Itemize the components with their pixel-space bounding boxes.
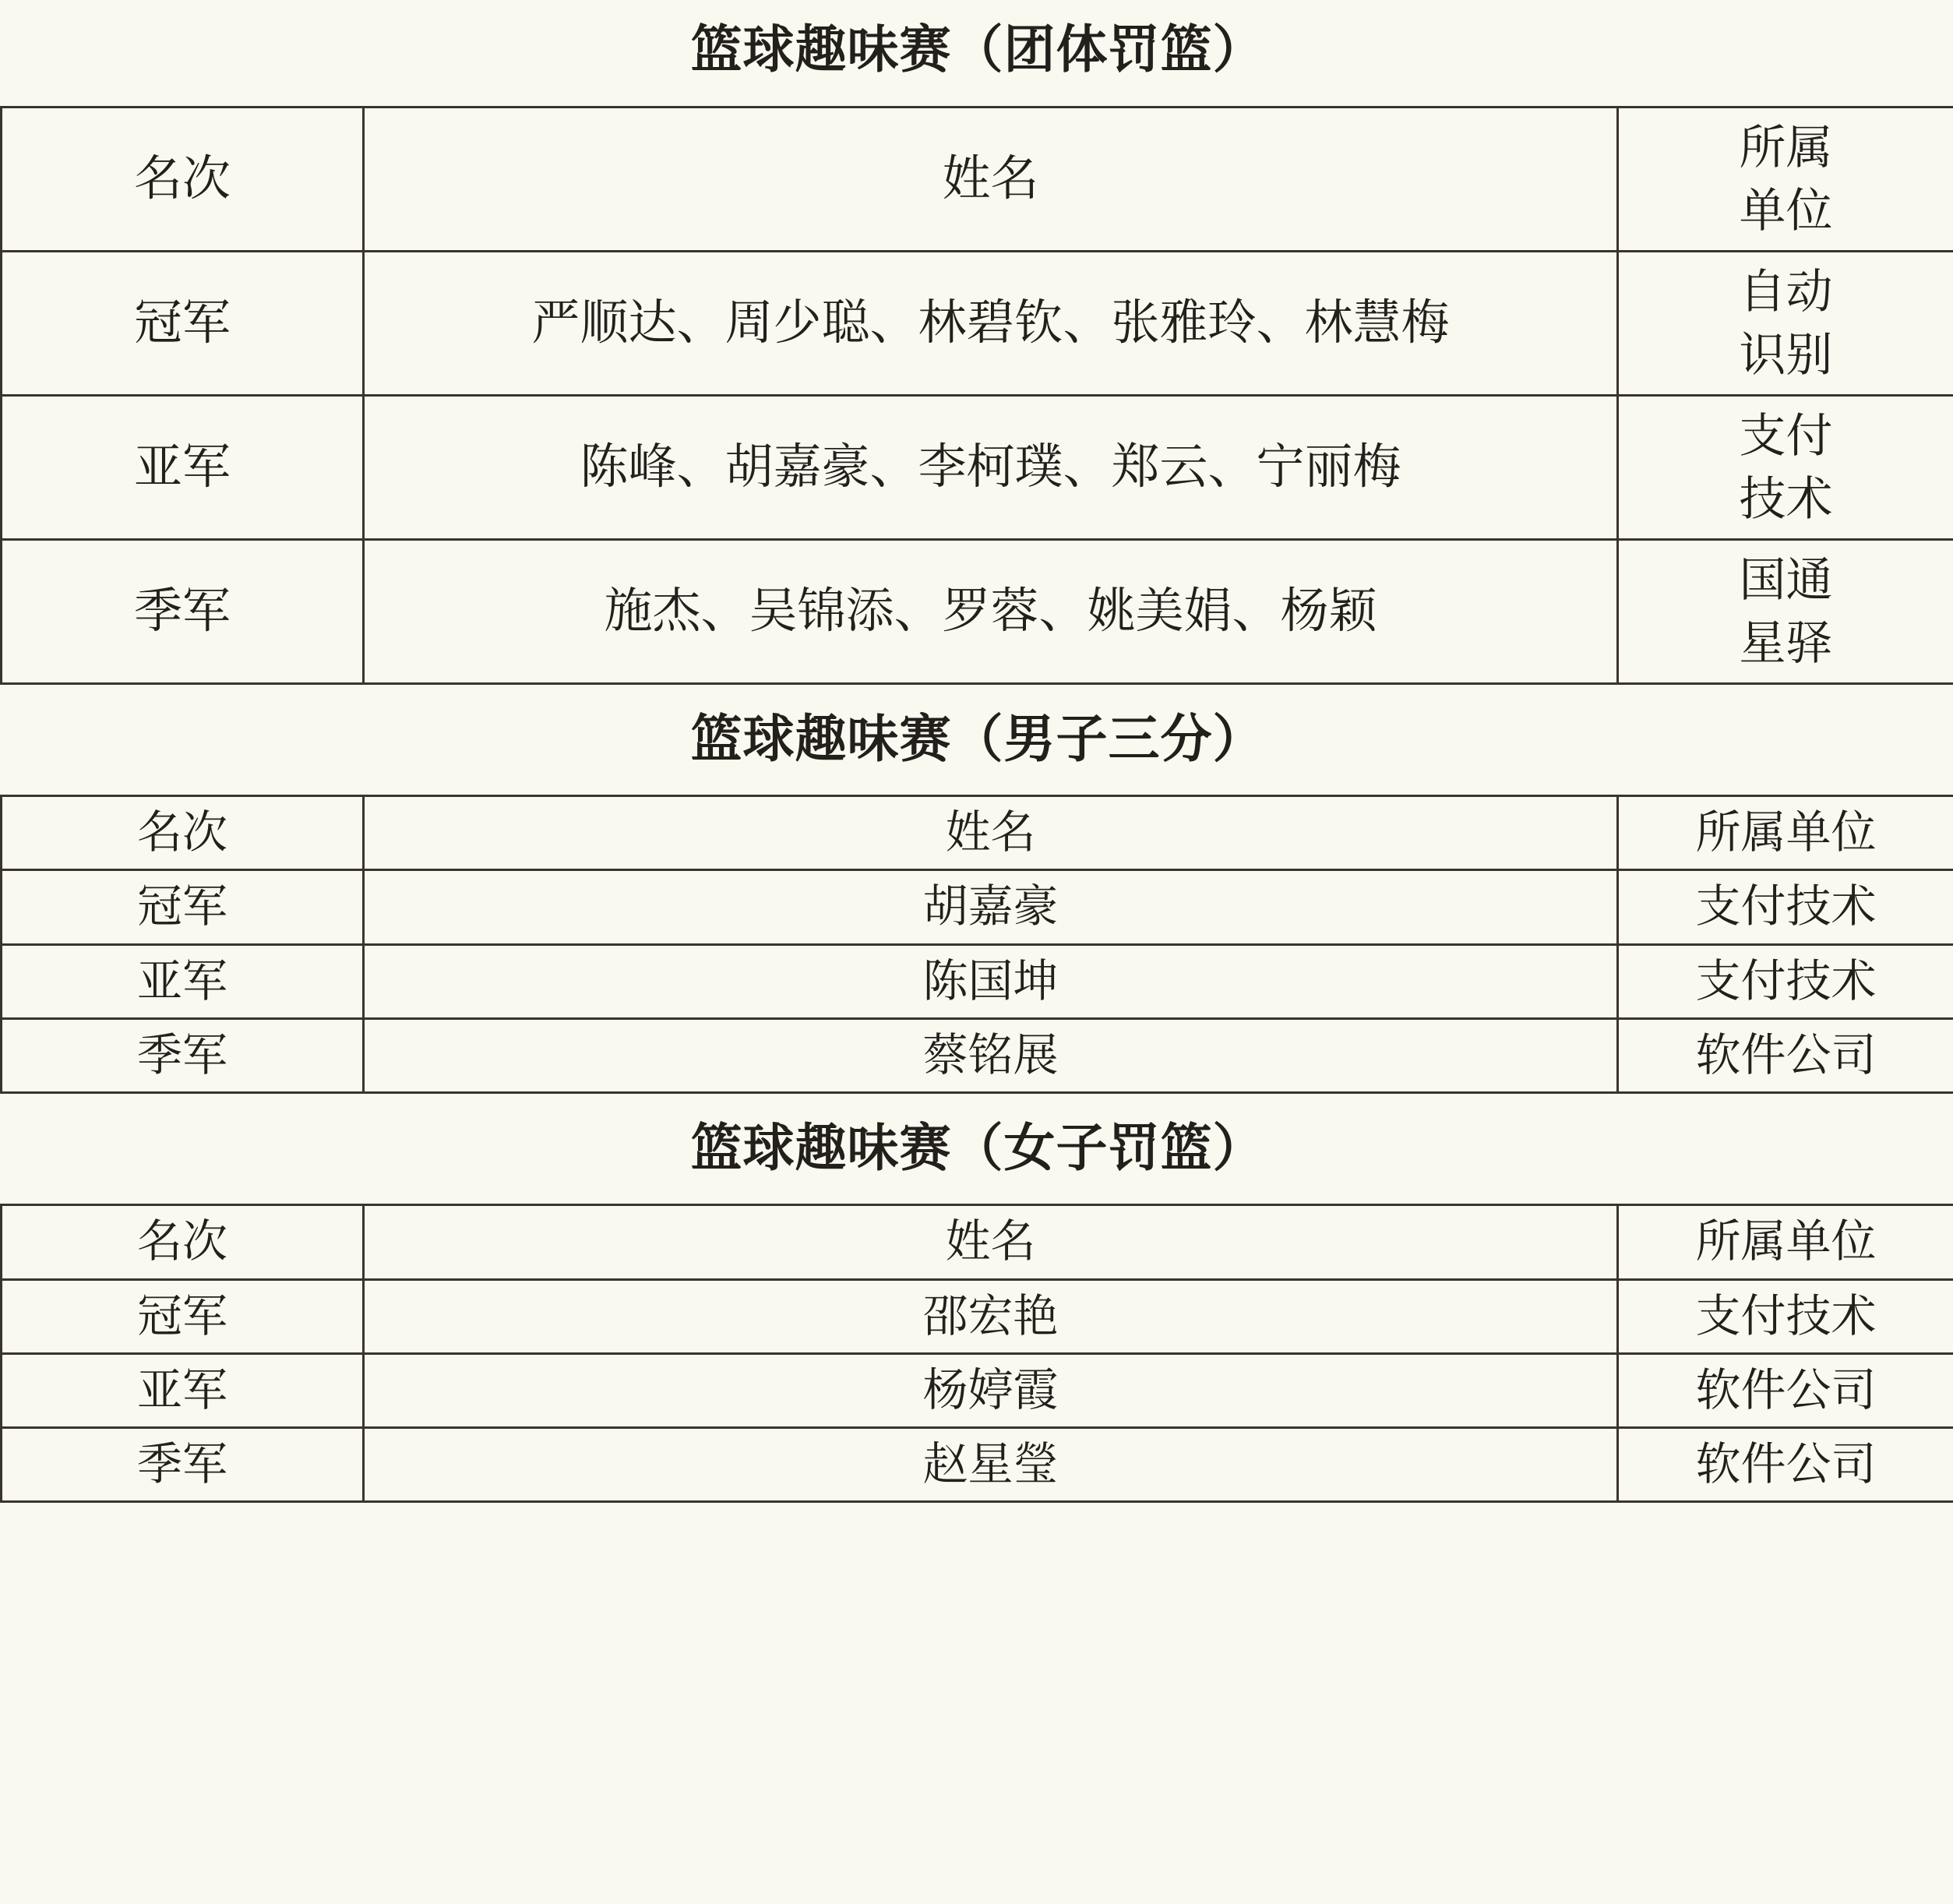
cell-unit: 软件公司 [1618, 1018, 1953, 1092]
section-title: 篮球趣味赛（团体罚篮） [690, 20, 1265, 78]
column-header-name: 姓名 [364, 1205, 1618, 1279]
table-header-row [2, 796, 1953, 870]
cell-name: 陈峰、胡嘉豪、李柯璞、郑云、宁丽梅 [364, 395, 1618, 539]
table-row [2, 251, 1953, 395]
column-header-unit: 所属单位 [1618, 796, 1953, 870]
section-title: 篮球趣味赛（男子三分） [690, 709, 1265, 767]
cell-unit [1618, 539, 1953, 683]
cell-unit-line1: 支付 [1739, 409, 1833, 462]
column-header-rank: 名次 [2, 107, 364, 251]
cell-name: 赵星瑩 [364, 1427, 1618, 1501]
cell-name: 胡嘉豪 [364, 870, 1618, 944]
cell-rank: 亚军 [2, 944, 364, 1018]
cell-rank: 季军 [2, 1018, 364, 1092]
cell-unit: 支付技术 [1618, 1279, 1953, 1353]
cell-unit: 软件公司 [1618, 1353, 1953, 1427]
cell-unit-line2: 星驿 [1739, 616, 1833, 669]
column-header-unit-line1: 所属 [1739, 121, 1833, 174]
table-row [2, 1279, 1953, 1353]
section-title-row [2, 0, 1953, 107]
cell-name: 杨婷霞 [364, 1353, 1618, 1427]
cell-unit-line2: 技术 [1739, 472, 1833, 525]
cell-name: 严顺达、周少聪、林碧钦、张雅玲、林慧梅 [364, 251, 1618, 395]
section-title-row [2, 683, 1953, 796]
column-header-unit: 所属单位 [1618, 1205, 1953, 1279]
cell-unit: 支付技术 [1618, 944, 1953, 1018]
cell-unit: 支付技术 [1618, 870, 1953, 944]
cell-name: 邵宏艳 [364, 1279, 1618, 1353]
cell-name: 蔡铭展 [364, 1018, 1618, 1092]
table-row [2, 870, 1953, 944]
cell-unit [1618, 395, 1953, 539]
cell-rank: 冠军 [2, 870, 364, 944]
table-row [2, 1427, 1953, 1501]
cell-unit-line1: 国通 [1739, 553, 1833, 606]
section-title: 篮球趣味赛（女子罚篮） [690, 1118, 1265, 1176]
table-row [2, 1018, 1953, 1092]
column-header-name: 姓名 [364, 107, 1618, 251]
cell-rank: 冠军 [2, 1279, 364, 1353]
cell-unit-line2: 识别 [1739, 328, 1833, 381]
cell-unit: 软件公司 [1618, 1427, 1953, 1501]
column-header-unit [1618, 107, 1953, 251]
cell-rank: 季军 [2, 539, 364, 683]
cell-name: 施杰、吴锦添、罗蓉、姚美娟、杨颖 [364, 539, 1618, 683]
cell-rank: 冠军 [2, 251, 364, 395]
table-row [2, 1353, 1953, 1427]
column-header-rank: 名次 [2, 1205, 364, 1279]
table-header-row [2, 107, 1953, 251]
cell-name: 陈国坤 [364, 944, 1618, 1018]
table-row [2, 539, 1953, 683]
cell-unit [1618, 251, 1953, 395]
column-header-rank: 名次 [2, 796, 364, 870]
column-header-unit-line2: 单位 [1739, 184, 1833, 237]
table-row [2, 395, 1953, 539]
section-title-row [2, 1092, 1953, 1205]
table-header-row [2, 1205, 1953, 1279]
table-row [2, 944, 1953, 1018]
cell-rank: 亚军 [2, 395, 364, 539]
column-header-name: 姓名 [364, 796, 1618, 870]
cell-rank: 亚军 [2, 1353, 364, 1427]
cell-rank: 季军 [2, 1427, 364, 1501]
cell-unit-line1: 自动 [1739, 265, 1833, 318]
